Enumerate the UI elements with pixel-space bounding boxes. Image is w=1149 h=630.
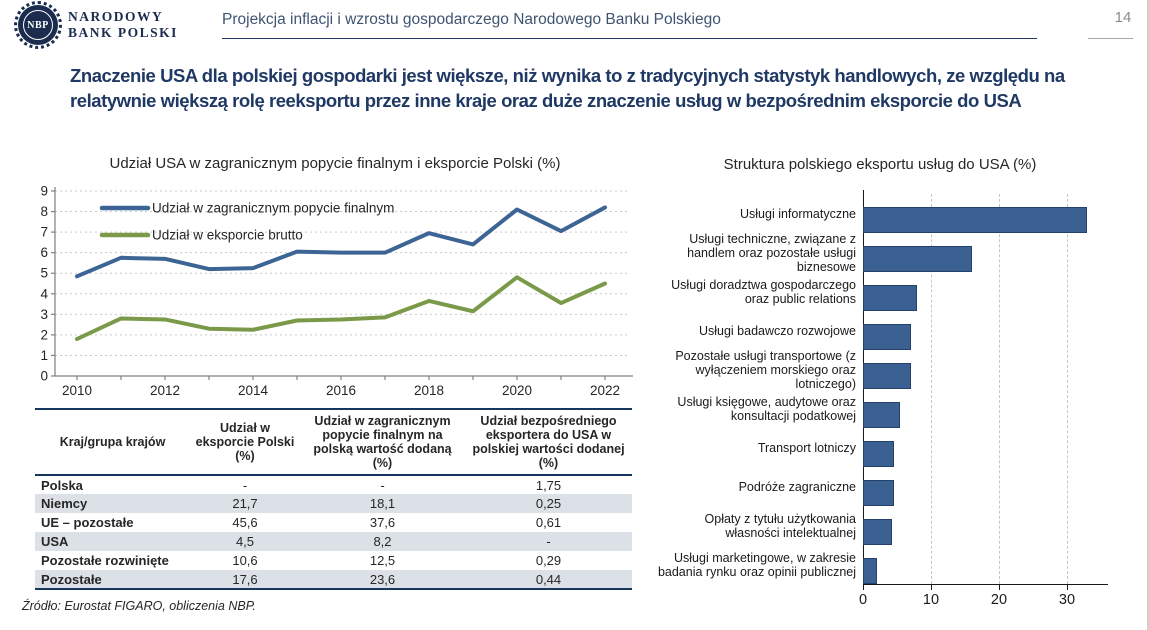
brand-line2: BANK POLSKI [68, 25, 178, 40]
table-cell: 0,29 [535, 553, 562, 568]
bar-axis-tick [931, 585, 932, 590]
brand-wordmark [68, 9, 178, 41]
bar-track [863, 396, 1115, 422]
bar-row [655, 506, 1115, 545]
table-cell: 17,6 [232, 571, 258, 587]
line-chart [30, 180, 642, 405]
svg-text:2014: 2014 [237, 383, 269, 398]
bar-track [863, 201, 1115, 227]
nbp-logo-icon [18, 5, 58, 45]
header [0, 0, 1147, 56]
svg-text:2016: 2016 [325, 383, 357, 398]
bar-track [863, 513, 1115, 539]
bar-row [655, 389, 1115, 428]
line-chart-title: Udział USA w zagranicznym popycie finalnym i eksporcie Polski (%) [109, 155, 561, 172]
table-cell: 23,6 [369, 571, 396, 587]
bar-chart [655, 194, 1115, 608]
svg-text:7: 7 [40, 224, 48, 240]
bar-row [655, 194, 1115, 233]
bar-label: Usługi techniczne, związane z handlem oraz pozostałe usługi biznesowe [687, 231, 856, 274]
page-number-rule [1088, 38, 1133, 39]
svg-text:2: 2 [40, 327, 48, 343]
bar-track [863, 357, 1115, 383]
bar [863, 363, 911, 389]
col-header-direct-exporter: Udział bezpośredniego eksportera do USA w polskiej wartości dodanej (%) [465, 409, 632, 475]
bar-row [655, 233, 1115, 272]
bar-label: Usługi doradztwa gospodarczego oraz public relations [671, 277, 856, 306]
nbp-logo [18, 5, 178, 45]
table-row [35, 551, 632, 570]
bar-track [863, 318, 1115, 344]
svg-text:5: 5 [40, 265, 48, 281]
svg-text:2018: 2018 [413, 383, 445, 398]
bar-label: Usługi badawczo rozwojowe [698, 323, 856, 338]
table-cell: - [546, 534, 551, 549]
table-cell: Pozostałe rozwinięte [41, 553, 169, 568]
table-row [35, 532, 632, 551]
bar-label: Podróże zagraniczne [738, 479, 856, 494]
bar-track [863, 474, 1115, 500]
bar-track [863, 279, 1115, 305]
bar-row [655, 467, 1115, 506]
bar [863, 402, 900, 428]
bar-row [655, 272, 1115, 311]
bar-label: Usługi marketingowe, w zakresie badania rynku oraz opinii publicznej [657, 550, 856, 579]
table-row [35, 494, 632, 513]
bar-track [863, 552, 1115, 578]
bar-label: Transport lotniczy [757, 440, 856, 455]
svg-text:Udział w zagranicznym popycie: Udział w zagranicznym popycie finalnym [152, 200, 395, 216]
bar-axis-tick-label: 20 [990, 592, 1008, 608]
bar [863, 324, 911, 350]
bar-axis-tick-label: 30 [1058, 592, 1076, 608]
table-cell: USA [41, 534, 69, 549]
col-header-final-demand: Udział w zagranicznym popycie finalnym na polską wartość dodaną (%) [300, 409, 465, 475]
table-header-row [35, 409, 632, 475]
table-cell: Polska [41, 477, 83, 493]
bar-chart-x-axis [858, 584, 1108, 608]
svg-text:0: 0 [40, 368, 48, 384]
bar-row [655, 428, 1115, 467]
svg-text:2010: 2010 [61, 383, 93, 398]
bar-label: Usługi księgowe, audytowe oraz konsultacji podatkowej [677, 394, 856, 423]
table-cell: 37,6 [369, 515, 396, 530]
table-cell: 10,6 [232, 553, 258, 568]
table-cell: 0,25 [535, 496, 562, 511]
bar [863, 480, 894, 506]
header-title: Projekcja inflacji i wzrostu gospodarczego Narodowego Banku Polskiego [222, 11, 721, 28]
bar [863, 285, 917, 311]
trade-table-wrap [35, 408, 632, 590]
svg-text:3: 3 [40, 306, 48, 322]
trade-table [35, 408, 632, 590]
slide-headline: Znaczenie USA dla polskiej gospodarki jest większe, niż wynika to z tradycyjnych statystyk handlowych, ze względu na relatywnie większą rolę reeksportu przez inne kraje oraz duże znaczenie usług w bezpośrednim eksporcie do USA [70, 65, 1065, 111]
bar-axis-tick [863, 585, 864, 590]
bar-axis-tick-label: 10 [922, 592, 940, 608]
svg-text:2020: 2020 [501, 383, 533, 398]
bar-label: Usługi informatyczne [739, 206, 856, 221]
bar [863, 441, 894, 467]
table-cell: 21,7 [232, 496, 258, 511]
svg-text:6: 6 [40, 245, 48, 261]
svg-text:2022: 2022 [589, 383, 621, 398]
header-rule [222, 38, 1037, 39]
table-row [35, 475, 632, 494]
bar-row [655, 350, 1115, 389]
table-cell: 8,2 [373, 534, 392, 549]
bar-label: Opłaty z tytułu użytkowania własności intelektualnej [704, 511, 856, 540]
bar [863, 558, 877, 584]
nbp-logo-text: NBP [23, 10, 53, 40]
bar-axis-tick-label: 0 [858, 592, 868, 608]
table-row [35, 513, 632, 532]
table-row [35, 570, 632, 589]
bar-row [655, 545, 1115, 584]
bar-row [655, 311, 1115, 350]
bar-track [863, 240, 1115, 266]
col-header-country: Kraj/grupa krajów [35, 409, 190, 475]
bar-track [863, 435, 1115, 461]
bar-axis-tick [999, 585, 1000, 590]
source-note: Źródło: Eurostat FIGARO, obliczenia NBP. [22, 599, 256, 613]
bar-chart-title: Struktura polskiego eksportu usług do USA (%) [723, 156, 1037, 173]
page-number: 14 [1114, 9, 1132, 26]
table-cell: UE – pozostałe [41, 515, 134, 530]
bar-axis-tick [1067, 585, 1068, 590]
table-cell: - [242, 477, 248, 493]
svg-text:8: 8 [40, 204, 48, 220]
bar [863, 519, 892, 545]
table-cell: 12,5 [369, 553, 396, 568]
col-header-export-share: Udział w eksporcie Polski (%) [190, 409, 300, 475]
bar [863, 207, 1087, 233]
table-cell: Niemcy [41, 496, 88, 511]
table-cell: 18,1 [369, 496, 396, 511]
brand-line1: NARODOWY [68, 9, 164, 24]
table-cell: 0,61 [535, 515, 562, 530]
svg-text:1: 1 [40, 347, 48, 363]
bar [863, 246, 972, 272]
table-cell: 4,5 [235, 534, 255, 549]
table-cell: 0,44 [535, 571, 562, 587]
table-cell: 1,75 [535, 477, 562, 493]
bar-label: Pozostałe usługi transportowe (z wyłączeniem morskiego oraz lotniczego) [675, 348, 856, 391]
table-cell: Pozostałe [41, 571, 102, 587]
svg-text:Udział w eksporcie brutto: Udział w eksporcie brutto [152, 227, 303, 243]
svg-text:9: 9 [40, 183, 48, 199]
table-cell: 45,6 [232, 515, 258, 530]
svg-text:4: 4 [40, 286, 48, 302]
svg-text:2012: 2012 [149, 383, 181, 398]
table-cell: - [380, 477, 385, 493]
